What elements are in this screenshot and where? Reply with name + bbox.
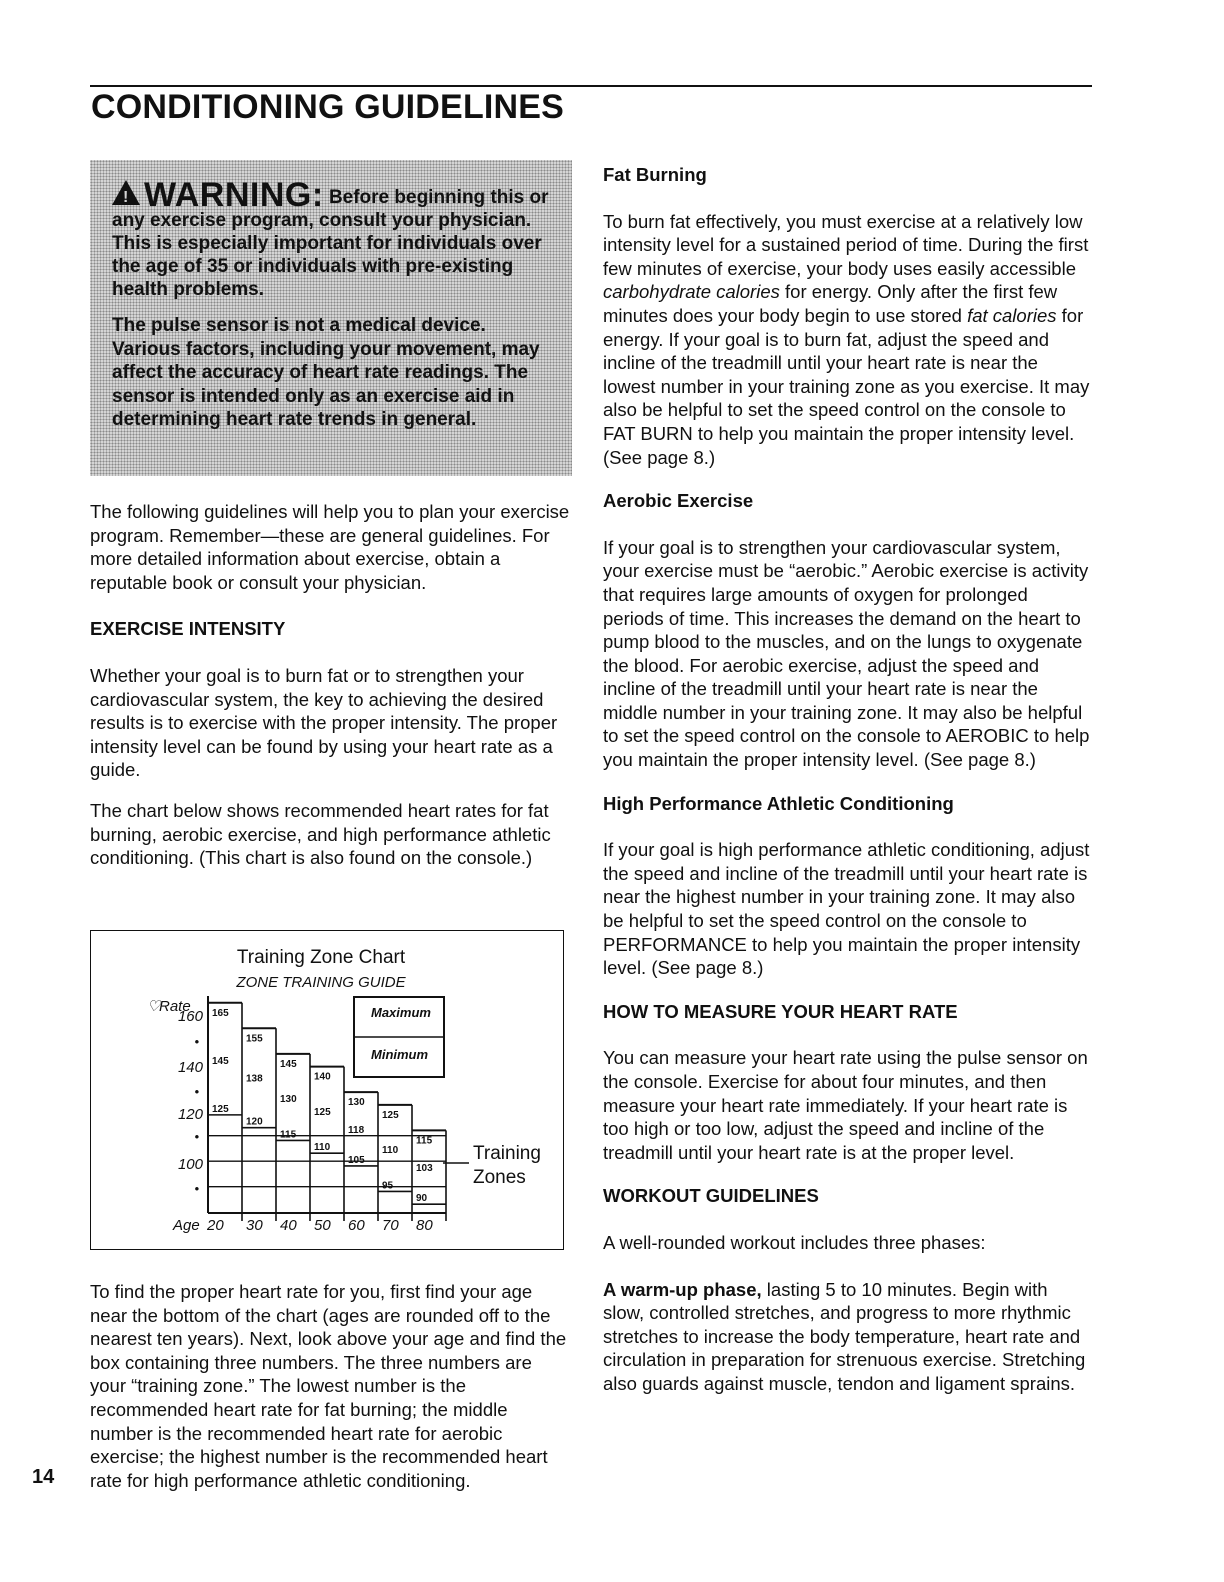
zone-mid-label: 125 [314, 1106, 331, 1118]
right-column [603, 163, 1091, 1396]
heart-icon: ♡ [147, 998, 161, 1015]
y-tick-label: 160 [177, 1008, 203, 1025]
x-tick-label: 30 [246, 1217, 263, 1234]
annotation-training: Training [473, 1143, 541, 1164]
x-tick-label: 80 [416, 1217, 433, 1234]
training-zone-chart-box [90, 930, 564, 1250]
y-tick-label: 100 [177, 1156, 203, 1173]
x-tick-label: 50 [314, 1217, 331, 1234]
training-zone-chart [91, 931, 562, 1248]
zone-max-label: 130 [348, 1097, 365, 1109]
aerobic-heading: Aerobic Exercise [603, 490, 754, 512]
chart-subtitle: ZONE TRAINING GUIDE [236, 974, 406, 991]
chart-title: Training Zone Chart [236, 947, 406, 968]
exercise-intensity-paragraph-2: The chart below shows recommended heart rates for fat burning, aerobic exercise, and high performance athletic conditioning. (This chart is also found on the console.) [90, 799, 551, 869]
zone-max-label: 115 [416, 1135, 433, 1147]
high-performance-paragraph: If your goal is high performance athletic conditioning, adjust the speed and incline of the treadmill until your heart rate is near the highest number in your training zone. It may also be helpful to set the speed control on the console to PERFORMANCE to help you maintain the proper intensity level. (See page 8.) [603, 839, 1090, 979]
exercise-intensity-heading: EXERCISE INTENSITY [90, 618, 286, 640]
high-performance-heading: High Performance Athletic Conditioning [603, 792, 954, 814]
warning-word: WARNING: [144, 176, 324, 214]
zone-mid-label: 145 [212, 1055, 229, 1067]
zone-mid-label: 138 [246, 1073, 263, 1085]
exercise-intensity-paragraph-1: Whether your goal is to burn fat or to strengthen your cardiovascular system, the key to achieving the desired results is to exercise with the proper intensity. The proper intensity level can be found by using your heart rate as a guide. [90, 664, 558, 781]
warning-text-2: The pulse sensor is not a medical device. Various factors, including your movement, may affect the accuracy of heart rate readings. The sensor is intended only as an exercise aid in determining heart rate trends in general. [112, 315, 540, 430]
how-to-use-chart-paragraph: To find the proper heart rate for you, first find your age near the bottom of the chart (ages are rounded off to the nearest ten years). Next, look above your age and find the box containing three numbers. The three numbers are your “training zone.” The lowest number is the recommended heart rate for fat burning; the middle number is the recommended heart rate for aerobic exercise; the highest number is the recommended heart rate for high performance athletic conditioning. [90, 1281, 567, 1491]
fat-burning-text-b: for energy. Only after the first few minutes does your body begin to use stored [603, 281, 1058, 326]
zone-min-label: 105 [348, 1154, 365, 1166]
fat-burning-heading: Fat Burning [603, 164, 707, 185]
workout-guidelines-intro: A well-rounded workout includes three phases: [603, 1231, 986, 1253]
warning-text-1: Before beginning this or any exercise program, consult your physician. This is especially important for individuals over the age of 35 or individuals with pre-existing health problems. [112, 187, 549, 300]
zone-mid-label: 103 [416, 1163, 433, 1175]
warning-box [90, 160, 572, 476]
warm-up-text: lasting 5 to 10 minutes. Begin with slow, controlled stretches, and progress to more rhythmic stretches to increase the body temperature, heart rate and circulation in preparation for strenuous exercise. Stretching also guards against muscle, tendon and ligament sprains. [603, 1278, 1086, 1394]
chart-x-label: Age [173, 1217, 200, 1234]
y-tick-label: 140 [177, 1059, 203, 1076]
fat-burning-text-a: To burn fat effectively, you must exercise at a relatively low intensity level for a sustained period of time. During the first few minutes of exercise, your body uses easily accessible [603, 210, 1089, 279]
zone-max-label: 155 [246, 1033, 263, 1045]
warm-up-paragraph [603, 1278, 1091, 1396]
legend-maximum: Maximum [371, 1005, 431, 1020]
measure-heart-rate-paragraph: You can measure your heart rate using the pulse sensor on the console. Exercise for about four minutes, and then measure your heart rate immediately. If your heart rate is too high or too low, adjust the speed and incline of the treadmill until your heart rate is at the proper level. [603, 1047, 1088, 1163]
zone-min-label: 120 [246, 1116, 263, 1128]
page-number: 14 [32, 1466, 55, 1488]
warm-up-bold: A warm-up phase, [603, 1278, 762, 1300]
zone-mid-label: 118 [348, 1124, 365, 1136]
left-column-top [90, 500, 572, 870]
fat-burning-paragraph [603, 210, 1091, 470]
zone-min-label: 115 [280, 1129, 297, 1141]
zone-max-label: 125 [382, 1109, 399, 1121]
zone-mid-label: 130 [280, 1094, 297, 1106]
y-tick-label: 120 [177, 1106, 203, 1123]
x-tick-label: 70 [382, 1217, 399, 1234]
zone-min-label: 95 [382, 1180, 394, 1192]
zone-max-label: 140 [314, 1071, 331, 1083]
header-rule [90, 85, 1092, 87]
zone-mid-label: 110 [382, 1145, 399, 1157]
y-tick-label: • [194, 1034, 199, 1049]
zone-min-label: 90 [416, 1193, 428, 1205]
fat-burning-text-c: for energy. If your goal is to burn fat, adjust the speed and incline of the treadmill until your heart rate is near the lowest number in your training zone as you exercise. It may also be helpful to set the speed control on the console to FAT BURN to help you maintain the proper intensity level. (See page 8.) [603, 304, 1090, 468]
y-tick-label: • [194, 1129, 199, 1144]
aerobic-paragraph: If your goal is to strengthen your cardiovascular system, your exercise must be “aerobic.” Aerobic exercise is activity that requires large amounts of oxygen for prolonged periods of time. This increases the demand on the heart to pump blood to the muscles, and on the lungs to oxygenate the blood. For aerobic exercise, adjust the speed and incline of the treadmill until your heart rate is near the middle number in your training zone. It may also be helpful to set the speed control on the console to AEROBIC to help you maintain the proper intensity level. (See page 8.) [603, 536, 1090, 771]
legend-minimum: Minimum [371, 1047, 429, 1062]
measure-heart-rate-heading: HOW TO MEASURE YOUR HEART RATE [603, 1000, 958, 1022]
chart-y-label: Rate [159, 998, 191, 1015]
x-tick-label: 40 [280, 1217, 297, 1234]
y-tick-label: • [194, 1084, 199, 1099]
y-tick-label: • [194, 1181, 199, 1196]
fat-burning-emphasis-2: fat calories [967, 304, 1057, 326]
zone-min-label: 125 [212, 1103, 229, 1115]
zone-min-label: 110 [314, 1142, 331, 1154]
left-column-bottom [90, 1280, 572, 1492]
intro-paragraph: The following guidelines will help you to plan your exercise program. Remember—these are general guidelines. For more detailed information about exercise, obtain a reputable book or consult your physician. [90, 501, 570, 593]
annotation-zones: Zones [473, 1167, 526, 1188]
x-tick-label: 20 [207, 1217, 224, 1234]
page-title: CONDITIONING GUIDELINES [91, 88, 565, 126]
warning-triangle-icon [112, 180, 140, 205]
zone-max-label: 145 [280, 1058, 297, 1070]
workout-guidelines-heading: WORKOUT GUIDELINES [603, 1185, 819, 1207]
warning-paragraph [112, 176, 554, 301]
zone-max-label: 165 [212, 1007, 229, 1019]
fat-burning-emphasis-1: carbohydrate calories [603, 281, 780, 303]
x-tick-label: 60 [348, 1217, 365, 1234]
